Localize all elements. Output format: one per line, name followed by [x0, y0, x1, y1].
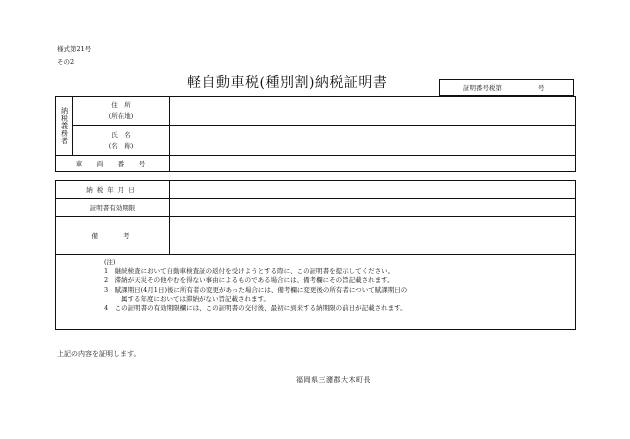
validity-label-cell — [56, 199, 170, 217]
name-label: 氏 名 — [111, 130, 131, 139]
remarks-label: 備 考 — [91, 232, 134, 240]
certificate-number-label: 証明番号税第 — [463, 84, 502, 92]
note-item: 1 継続検査において自動車検査証の返付を受けようとする際に、この証明書を提示してください。 — [104, 267, 395, 276]
address-sub-label: (所在地) — [108, 112, 134, 120]
name-value-cell — [170, 126, 576, 156]
vehicle-number-label: 車 両 番 号 — [75, 160, 150, 168]
remarks-label-cell — [56, 217, 170, 255]
form-sub-number: その2 — [57, 58, 75, 66]
address-value-cell — [170, 97, 576, 126]
note-item: 2 滞納が天災その他やむを得ない事由によるものである場合には、備考欄にその旨記載されます。 — [104, 276, 394, 285]
notes-header: (注) — [104, 258, 116, 266]
payment-date-label-cell — [56, 181, 170, 199]
note-item: 3 賦課期日(4月1日)後に所有者の変更があった場合には、備考欄に変更後の所有者について賦課期日の — [104, 285, 408, 294]
payment-date-value-cell — [170, 181, 576, 199]
page-title: 軽自動車税(種別割)納税証明書 — [187, 75, 388, 91]
address-label: 住 所 — [111, 101, 131, 109]
name-sub-label: (名 称) — [108, 141, 134, 150]
name-label-cell — [73, 126, 170, 156]
form-number: 様式第21号 — [57, 45, 92, 53]
note-item: 4 この証明書の有効期限欄には、この証明書の交付後、最初に到来する納期限の前日が記載されます。 — [104, 304, 407, 313]
remarks-value-cell — [170, 217, 576, 255]
payment-table — [55, 180, 576, 330]
payment-date-label: 納税年月日 — [86, 186, 139, 194]
issuer-name: 福岡県三潴郡大木町長 — [296, 376, 371, 384]
address-label-cell — [73, 97, 170, 126]
certificate-number-suffix: 号 — [538, 84, 545, 92]
notes-cell — [56, 255, 576, 330]
validity-label: 証明書有効期限 — [89, 204, 136, 212]
vehicle-number-value-cell — [170, 156, 576, 172]
taxpayer-group-label: 納税義務者 — [60, 107, 69, 145]
note-item-continuation: 属する年度においては滞納がない旨記載されます。 — [121, 294, 270, 303]
certificate-number-box — [439, 79, 574, 96]
taxpayer-group-cell — [56, 97, 73, 156]
closing-statement: 上記の内容を証明します。 — [57, 350, 141, 358]
vehicle-number-label-cell — [56, 156, 170, 172]
validity-value-cell — [170, 199, 576, 217]
taxpayer-table — [55, 96, 576, 172]
